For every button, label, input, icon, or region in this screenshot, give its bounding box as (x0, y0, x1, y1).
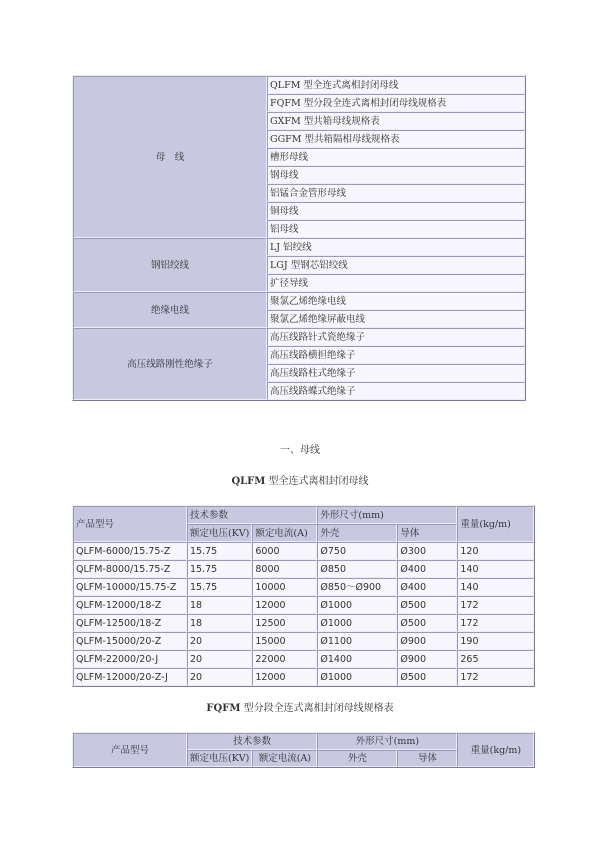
weight-header: 重量(kg/m) (457, 506, 534, 542)
table-row (73, 632, 534, 650)
section-title: 一、母线 (280, 445, 320, 456)
shell-cell: Ø1000 (317, 668, 397, 686)
voltage-header: 额定电压(KV) (187, 750, 252, 767)
conductor-header: 导体 (397, 524, 457, 542)
category-item-link[interactable]: 高压线路横担绝缘子 (267, 346, 525, 364)
voltage-cell: 20 (187, 632, 252, 650)
shell-cell: Ø850～Ø900 (317, 578, 397, 596)
table-row (73, 560, 534, 578)
model-header: 产品型号 (73, 733, 187, 767)
tech-params-header: 技术参数 (187, 733, 317, 750)
table-row (73, 542, 534, 560)
category-item-link[interactable]: 聚氯乙烯绝缘屏蔽电线 (267, 310, 525, 328)
voltage-header: 额定电压(KV) (187, 524, 252, 542)
category-item-link[interactable]: GXFM 型共箱母线规格表 (267, 112, 525, 130)
shell-cell: Ø1000 (317, 596, 397, 614)
category-name: 绝缘电线 (73, 292, 267, 328)
table-row (73, 614, 534, 632)
voltage-cell: 18 (187, 596, 252, 614)
conductor-cell: Ø400 (397, 578, 457, 596)
conductor-cell: Ø400 (397, 560, 457, 578)
current-header: 额定电流(A) (252, 524, 317, 542)
category-item-link[interactable]: 高压线路针式瓷绝缘子 (267, 328, 525, 346)
voltage-cell: 15.75 (187, 560, 252, 578)
shell-header: 外壳 (317, 750, 397, 767)
tech-params-header: 技术参数 (187, 506, 317, 524)
current-cell: 22000 (252, 650, 317, 668)
fqfm-table-title (0, 703, 600, 715)
qlfm-table-title (0, 476, 600, 488)
weight-cell: 140 (457, 578, 534, 596)
category-name: 母 线 (73, 76, 267, 238)
model-cell: QLFM-8000/15.75-Z (73, 560, 187, 578)
weight-cell: 120 (457, 542, 534, 560)
category-name: 高压线路刚性绝缘子 (73, 328, 267, 400)
conductor-cell: Ø500 (397, 596, 457, 614)
weight-cell: 140 (457, 560, 534, 578)
current-cell: 12000 (252, 596, 317, 614)
current-cell: 10000 (252, 578, 317, 596)
table-row (73, 596, 534, 614)
category-item-link[interactable]: LGJ 型钢芯铝绞线 (267, 256, 525, 274)
qlfm-title-prefix: QLFM (231, 476, 266, 487)
conductor-cell: Ø300 (397, 542, 457, 560)
current-cell: 6000 (252, 542, 317, 560)
voltage-cell: 15.75 (187, 542, 252, 560)
category-item-link[interactable]: 聚氯乙烯绝缘电线 (267, 292, 525, 310)
category-table (72, 75, 526, 401)
fqfm-spec-table (72, 732, 535, 768)
conductor-cell: Ø500 (397, 614, 457, 632)
voltage-cell: 20 (187, 668, 252, 686)
category-item-link[interactable]: 铝锰合金管形母线 (267, 184, 525, 202)
category-item-link[interactable]: QLFM 型全连式离相封闭母线 (267, 76, 525, 94)
category-item-link[interactable]: GGFM 型共箱隔相母线规格表 (267, 130, 525, 148)
current-cell: 12000 (252, 668, 317, 686)
category-item-link[interactable]: 高压线路蝶式绝缘子 (267, 382, 525, 400)
dimensions-header: 外形尺寸(mm) (317, 733, 457, 750)
voltage-cell: 15.75 (187, 578, 252, 596)
category-item-link[interactable]: LJ 铝绞线 (267, 238, 525, 256)
conductor-cell: Ø900 (397, 632, 457, 650)
voltage-cell: 20 (187, 650, 252, 668)
shell-cell: Ø750 (317, 542, 397, 560)
shell-cell: Ø850 (317, 560, 397, 578)
table-row (73, 578, 534, 596)
weight-cell: 190 (457, 632, 534, 650)
table-row (73, 668, 534, 686)
weight-cell: 172 (457, 596, 534, 614)
current-cell: 15000 (252, 632, 317, 650)
shell-header: 外壳 (317, 524, 397, 542)
model-cell: QLFM-15000/20-Z (73, 632, 187, 650)
model-cell: QLFM-6000/15.75-Z (73, 542, 187, 560)
category-name: 钢铝绞线 (73, 238, 267, 292)
category-item-link[interactable]: 铜母线 (267, 202, 525, 220)
category-item-link[interactable]: 扩径导线 (267, 274, 525, 292)
table-row (73, 650, 534, 668)
category-item-link[interactable]: 铝母线 (267, 220, 525, 238)
conductor-cell: Ø900 (397, 650, 457, 668)
model-cell: QLFM-10000/15.75-Z (73, 578, 187, 596)
model-cell: QLFM-22000/20-J (73, 650, 187, 668)
voltage-cell: 18 (187, 614, 252, 632)
weight-cell: 265 (457, 650, 534, 668)
category-item-link[interactable]: 槽形母线 (267, 148, 525, 166)
model-cell: QLFM-12000/18-Z (73, 596, 187, 614)
model-cell: QLFM-12000/20-Z-J (73, 668, 187, 686)
fqfm-title-rest: 型分段全连式离相封闭母线规格表 (240, 703, 394, 714)
weight-cell: 172 (457, 668, 534, 686)
category-item-link[interactable]: FQFM 型分段全连式离相封闭母线规格表 (267, 94, 525, 112)
model-header: 产品型号 (73, 506, 187, 542)
shell-cell: Ø1100 (317, 632, 397, 650)
shell-cell: Ø1000 (317, 614, 397, 632)
fqfm-title-prefix: FQFM (206, 703, 241, 714)
conductor-header: 导体 (397, 750, 457, 767)
current-cell: 12500 (252, 614, 317, 632)
category-item-link[interactable]: 钢母线 (267, 166, 525, 184)
model-cell: QLFM-12500/18-Z (73, 614, 187, 632)
conductor-cell: Ø500 (397, 668, 457, 686)
weight-cell: 172 (457, 614, 534, 632)
category-item-link[interactable]: 高压线路柱式绝缘子 (267, 364, 525, 382)
shell-cell: Ø1400 (317, 650, 397, 668)
current-header: 额定电流(A) (252, 750, 317, 767)
current-cell: 8000 (252, 560, 317, 578)
qlfm-title-rest: 型全连式离相封闭母线 (265, 476, 369, 487)
qlfm-spec-table (72, 505, 535, 687)
dimensions-header: 外形尺寸(mm) (317, 506, 457, 524)
weight-header: 重量(kg/m) (457, 733, 534, 767)
